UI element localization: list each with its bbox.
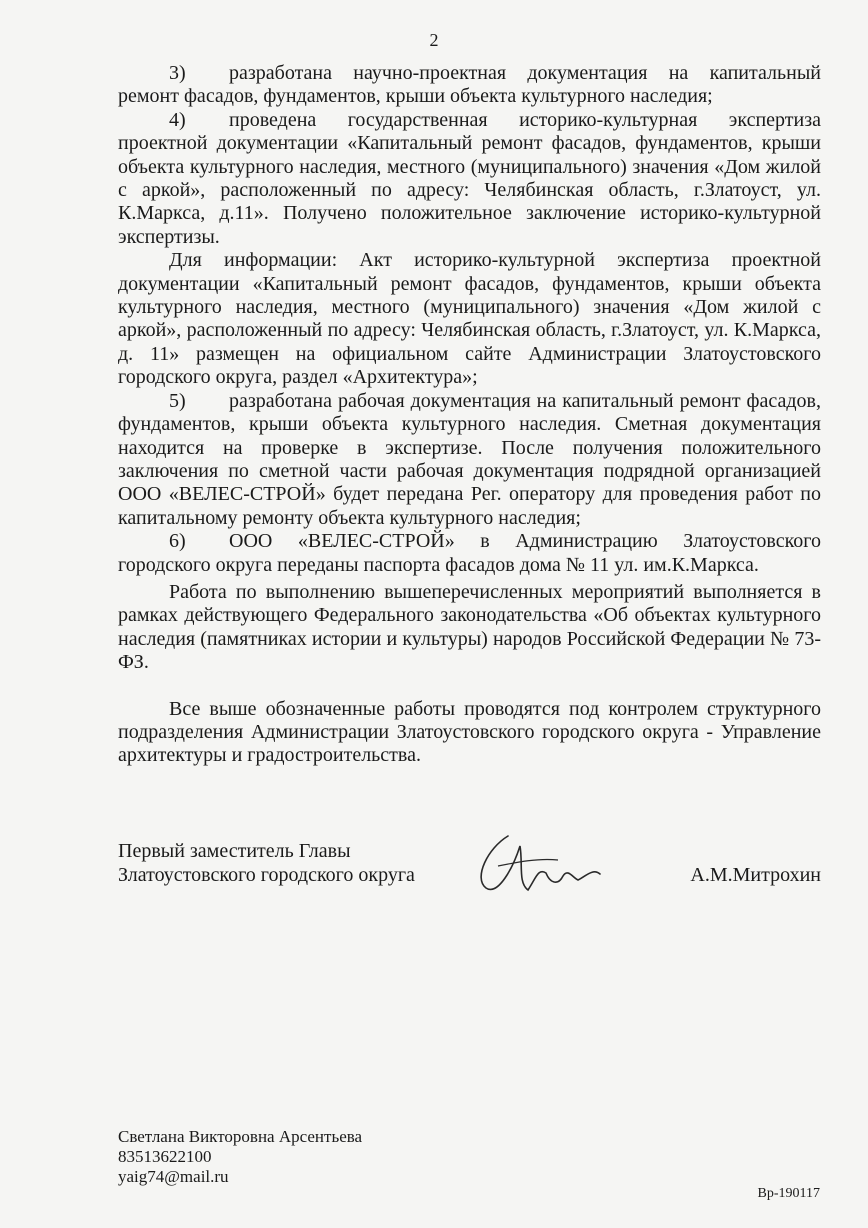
item-number: 4) xyxy=(169,108,186,131)
contact-email: yaig74@mail.ru xyxy=(118,1167,229,1186)
paragraph-text: Для информации: Акт историко-культурной экспертиза проектной документации «Капитальный ремонт фасадов, фундаментов, крыши объекта культурного наследия, местного (муниципального) значения «Дом жилой с аркой», расположенный по адресу: Челябинская область, г.Златоуст, ул. К.Маркса, д. 11» размещен на официальном сайте Администрации Златоустовского городского округа, раздел «Архитектура»; xyxy=(118,249,821,389)
contact-phone: 83513622100 xyxy=(118,1147,212,1166)
paragraph-item-3 xyxy=(118,62,821,109)
paragraph-text: разработана рабочая документация на капитальный ремонт фасадов, фундаментов, крыши объекта культурного наследия. Сметная документация находится на проверке в экспертизе. После получения положительного заключения по сметной части рабочая документация подрядной организацией ООО «ВЕЛЕС-СТРОЙ» будет передана Рег. оператору для проведения работ по капитальному ремонту объекта культурного наследия; xyxy=(118,389,821,529)
document-body xyxy=(118,62,821,768)
signatory-name: А.М.Митрохин xyxy=(690,864,821,886)
paragraph-text: проведена государственная историко-культурная экспертиза проектной документации «Капитальный ремонт фасадов, фундаментов, крыши объекта культурного наследия, местного (муниципального) значения «Дом жилой с аркой», расположенный по адресу: Челябинская область, г.Златоуст, ул. К.Маркса, д.11». Получено положительное заключение историко-культурной экспертизы. xyxy=(118,108,821,248)
paragraph-text: разработана научно-проектная документация на капитальный ремонт фасадов, фундаментов, крыши объекта культурного наследия; xyxy=(118,62,821,108)
paragraph-text: Работа по выполнению вышеперечисленных мероприятий выполняется в рамках действующего Федерального законодательства «Об объектах культурного наследия (памятниках истории и культуры) народов Российской Федерации № 73-ФЗ. xyxy=(118,580,821,674)
handwritten-signature xyxy=(468,828,618,903)
paragraph-item-5 xyxy=(118,390,821,530)
paragraph-item-4 xyxy=(118,109,821,249)
item-number: 3) xyxy=(169,62,186,84)
item-number: 6) xyxy=(169,530,186,553)
paragraph-text: Все выше обозначенные работы проводятся под контролем структурного подразделения Администрации Златоустовского городского округа - Управление архитектуры и градостроительства. xyxy=(118,697,821,767)
paragraph-legal xyxy=(118,581,821,675)
item-number: 5) xyxy=(169,389,186,412)
signatory-position-line1: Первый заместитель Главы xyxy=(118,840,351,862)
paragraph-control xyxy=(118,698,821,768)
paragraph-text: ООО «ВЕЛЕС-СТРОЙ» в Администрацию Златоустовского городского округа переданы паспорта фасадов дома № 11 ул. им.К.Маркса. xyxy=(118,530,821,576)
paragraph-info xyxy=(118,249,821,389)
page-number: 2 xyxy=(429,30,439,50)
contact-name: Светлана Викторовна Арсентьева xyxy=(118,1127,363,1146)
paragraph-item-6 xyxy=(118,530,821,577)
signatory-position-line2: Златоустовского городского округа xyxy=(118,864,415,886)
document-reference: Вр-190117 xyxy=(757,1186,820,1201)
contact-info xyxy=(118,1127,362,1187)
